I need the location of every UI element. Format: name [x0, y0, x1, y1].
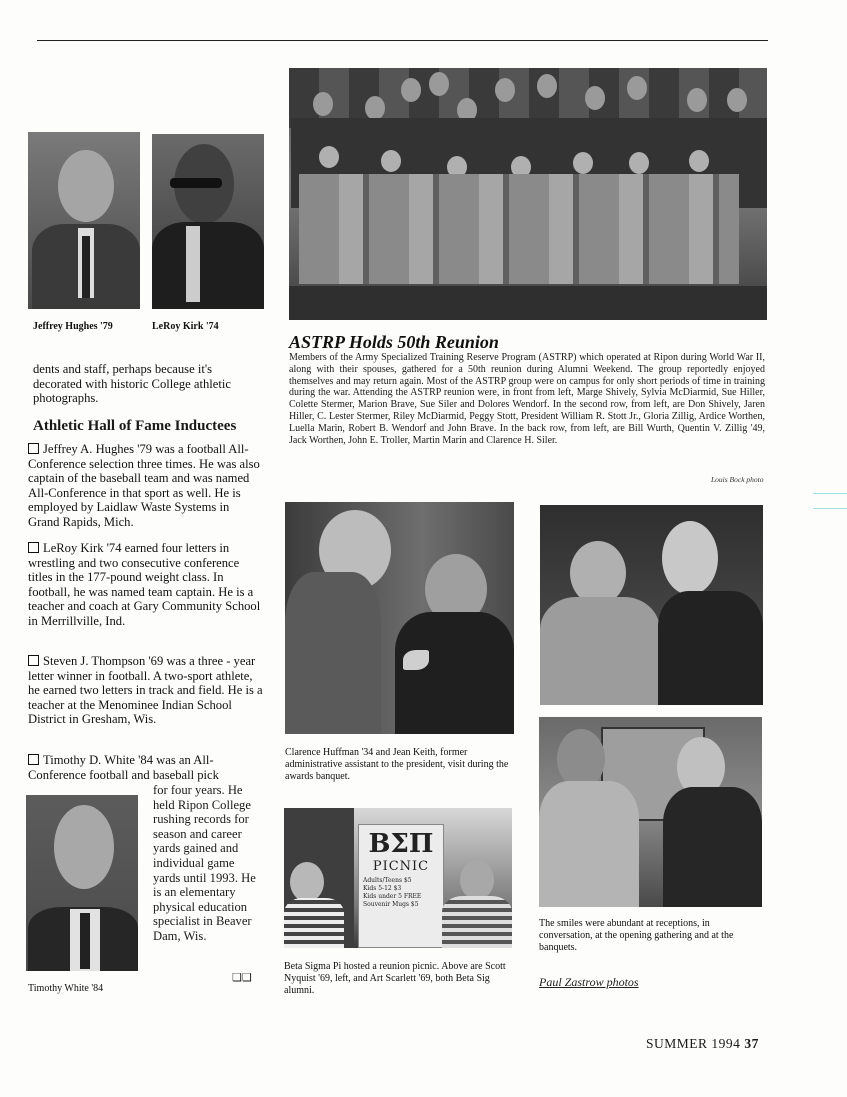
- photo-jeffrey-hughes: [28, 132, 140, 309]
- intro-paragraph: dents and staff, perhaps because it's decorated with historic College athletic photographs.: [33, 362, 231, 406]
- sign-line: Adults/Teens $5: [363, 877, 412, 884]
- sign-line: Souvenir Mugs $5: [363, 901, 419, 908]
- photo-reception-greeting: [540, 505, 763, 705]
- photo-beta-sigma-pi-picnic: [284, 808, 512, 948]
- caption-leroy-kirk: LeRoy Kirk '74: [152, 321, 219, 332]
- sign-greek-letters: ΒΣΠ: [368, 829, 434, 859]
- checkbox-bullet-icon: [28, 655, 39, 666]
- photo-astrp-group: [289, 68, 767, 320]
- caption-smiles: The smiles were abundant at receptions, in conversation, at the opening gathering and at the banquets.: [539, 918, 734, 953]
- page-footer: [646, 1036, 759, 1052]
- sign-line: Kids 5-12 $3: [363, 885, 402, 892]
- hall-of-fame-heading: Athletic Hall of Fame Inductees: [33, 418, 237, 434]
- checkbox-bullet-icon: [28, 542, 39, 553]
- photo-leroy-kirk: [152, 134, 264, 309]
- inductee-hughes: Jeffrey A. Hughes '79 was a football All-Conference selection three times. He was also captain of the baseball team and was named All-Conference in that sport as well. He is employed by Laidlaw Waste Systems in Grand Rapids, Mich.: [28, 442, 260, 529]
- checkbox-bullet-icon: [28, 754, 39, 765]
- issue-label: SUMMER 1994: [646, 1036, 741, 1051]
- inductee-white: Timothy D. White '84 was an All-Conference football and baseball pick: [28, 753, 219, 782]
- inductee-kirk: LeRoy Kirk '74 earned four letters in wrestling and two consecutive conference titles in the 177-pound weight class. In football, he was named team captain. He is a teacher and coach at Gary Community School in Merrillville, Ind.: [28, 541, 261, 628]
- caption-huffman-keith: Clarence Huffman '34 and Jean Keith, former administrative assistant to the president, visit during the awards banquet.: [285, 747, 509, 782]
- top-rule: [37, 40, 768, 41]
- scan-artifact-line: [813, 508, 847, 509]
- sign-picnic-word: PICNIC: [372, 859, 430, 874]
- photo-conversation: [539, 717, 762, 907]
- inductee-thompson: Steven J. Thompson '69 was a three - year letter winner in football. A two-sport athlete, he earned two letters in track and field. He is a teacher at the Menominee Indian School District in Gresham, Wis.: [28, 654, 263, 727]
- astrp-photo-credit: Louis Bock photo: [711, 475, 764, 484]
- caption-beta-sigma-pi: Beta Sigma Pi hosted a reunion picnic. Above are Scott Nyquist '69, left, and Art Scarlett '69, both Beta Sig alumni.: [284, 961, 506, 996]
- page-number: 37: [744, 1036, 759, 1051]
- photo-credit-zastrow: Paul Zastrow photos: [539, 975, 639, 989]
- checkbox-bullet-icon: [28, 443, 39, 454]
- inductee-white-continued: for four years. He held Ripon College rushing records for season and career yards gained and individual game yards until 1993. He is an elementary physical education specialist in Beaver Dam, Wis.: [153, 783, 256, 943]
- astrp-headline: ASTRP Holds 50th Reunion: [289, 332, 499, 352]
- photo-huffman-keith: [285, 502, 514, 734]
- photo-timothy-white: [26, 795, 138, 971]
- picnic-sign: [358, 824, 444, 948]
- caption-jeffrey-hughes: Jeffrey Hughes '79: [33, 321, 113, 332]
- sign-line: Kids under 5 FREE: [363, 893, 422, 900]
- end-mark: ❑❑: [232, 972, 252, 984]
- scan-artifact-line: [813, 493, 847, 494]
- caption-timothy-white: Timothy White '84: [28, 983, 104, 994]
- astrp-body-text: Members of the Army Specialized Training Reserve Program (ASTRP) which operated at Ripon during World War II, along with their spouses, gathered for a 50th reunion during Alumni Weekend. The group reportedly enjoyed themselves and may return again. Most of the ASTRP group were on campus for only short periods of time in training during the war. Attending the ASTRP reunion were, in front from left, Marge Shively, Sylvia McDiarmid, Sue Hiller, Colette Stermer, Marion Brave, Sue Siler and Dolores Wendorf. In the second row, from left, are Don Shively, Jaren Hiller, C. Lester Stermer, Riley McDiarmid, Peggy Stott, President William R. Stott Jr., Gloria Zillig, Ardice Worthen, Luella Marin, Robert B. Wendorf and John Brave. In the back row, from left, are Bill Wurth, Quentin V. Zillig '49, Jack Worthen, John E. Troller, Martin Marin and Clarence H. Siler.: [289, 352, 765, 446]
